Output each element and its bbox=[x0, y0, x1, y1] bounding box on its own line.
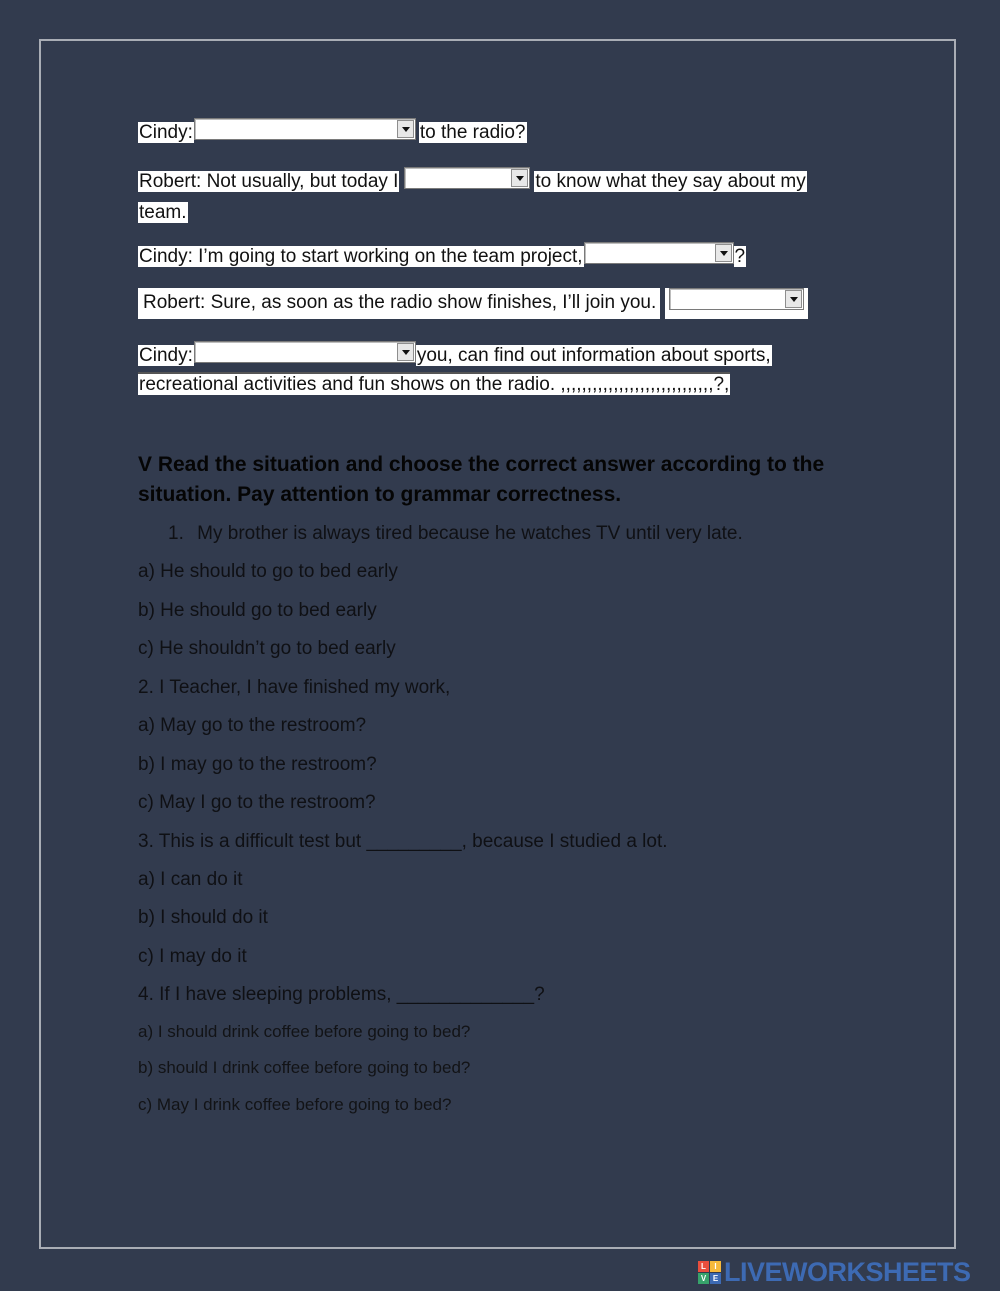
dropdown-wrapper bbox=[665, 288, 808, 319]
chevron-down-icon bbox=[397, 343, 414, 361]
answer-dropdown-2[interactable] bbox=[404, 167, 530, 189]
liveworksheets-logo bbox=[698, 1256, 971, 1287]
question-3-prompt: 3. This is a difficult test but _________, because I studied a lot. bbox=[138, 831, 668, 852]
dialogue-text: Robert: Sure, as soon as the radio show finishes, I’ll join you. bbox=[138, 288, 660, 319]
chevron-down-icon bbox=[785, 290, 802, 308]
logo-tile: I bbox=[710, 1261, 721, 1272]
logo-tile: V bbox=[698, 1273, 709, 1284]
option-4b[interactable]: b) should I drink coffee before going to bed? bbox=[138, 1058, 471, 1077]
dialogue-line-cindy-3-cont bbox=[138, 372, 730, 398]
dialogue-line-robert-1-cont bbox=[138, 200, 188, 226]
chevron-down-icon bbox=[397, 120, 414, 138]
dialogue-text: recreational activities and fun shows on the radio. ,,,,,,,,,,,,,,,,,,,,,,,,,,,,,?, bbox=[139, 374, 730, 395]
dialogue-text: ? bbox=[734, 246, 746, 267]
dialogue-line-cindy-1 bbox=[138, 118, 527, 146]
answer-dropdown-4[interactable] bbox=[669, 288, 804, 310]
dialogue-text: team. bbox=[139, 202, 187, 223]
dialogue-line-cindy-3 bbox=[138, 341, 772, 369]
option-2c[interactable]: c) May I go to the restroom? bbox=[138, 792, 376, 813]
logo-tiles-icon bbox=[698, 1261, 721, 1284]
answer-dropdown-3[interactable] bbox=[584, 242, 734, 264]
logo-wordmark: LIVEWORKSHEETS bbox=[724, 1256, 971, 1287]
section-heading: V Read the situation and choose the correct answer according to the situation. Pay attention to grammar correctness. bbox=[138, 453, 825, 506]
dialogue-line-cindy-2 bbox=[138, 242, 746, 270]
speaker-label: Cindy: bbox=[139, 122, 193, 143]
logo-tile: E bbox=[710, 1273, 721, 1284]
question-number: 1. bbox=[168, 523, 184, 544]
question-2-prompt: 2. I Teacher, I have finished my work, bbox=[138, 677, 451, 698]
option-4a[interactable]: a) I should drink coffee before going to bed? bbox=[138, 1022, 471, 1041]
option-3a[interactable]: a) I can do it bbox=[138, 869, 243, 890]
option-1c[interactable]: c) He shouldn’t go to bed early bbox=[138, 638, 396, 659]
option-1a[interactable]: a) He should to go to bed early bbox=[138, 561, 398, 582]
dialogue-line-robert-2 bbox=[138, 288, 808, 316]
dialogue-text: to know what they say about my bbox=[535, 171, 806, 192]
answer-dropdown-1[interactable] bbox=[194, 118, 416, 140]
question-prompt: My brother is always tired because he watches TV until very late. bbox=[197, 523, 743, 544]
option-2b[interactable]: b) I may go to the restroom? bbox=[138, 754, 377, 775]
answer-dropdown-5[interactable] bbox=[194, 341, 416, 363]
dialogue-text: Cindy: I’m going to start working on the team project, bbox=[139, 246, 583, 267]
option-2a[interactable]: a) May go to the restroom? bbox=[138, 715, 367, 736]
option-3c[interactable]: c) I may do it bbox=[138, 946, 247, 967]
option-3b[interactable]: b) I should do it bbox=[138, 907, 268, 928]
chevron-down-icon bbox=[511, 169, 528, 187]
dialogue-text: to the radio? bbox=[419, 122, 526, 143]
dialogue-text: Robert: Not usually, but today I bbox=[139, 171, 399, 192]
speaker-label: Cindy: bbox=[139, 345, 193, 366]
dialogue-text: you, can find out information about sports, bbox=[416, 345, 771, 366]
logo-tile: L bbox=[698, 1261, 709, 1272]
option-1b[interactable]: b) He should go to bed early bbox=[138, 600, 377, 621]
chevron-down-icon bbox=[715, 244, 732, 262]
question-4-prompt: 4. If I have sleeping problems, _____________? bbox=[138, 984, 545, 1005]
question-1 bbox=[168, 523, 743, 545]
dialogue-line-robert-1 bbox=[138, 167, 807, 195]
option-4c[interactable]: c) May I drink coffee before going to bed? bbox=[138, 1095, 452, 1114]
